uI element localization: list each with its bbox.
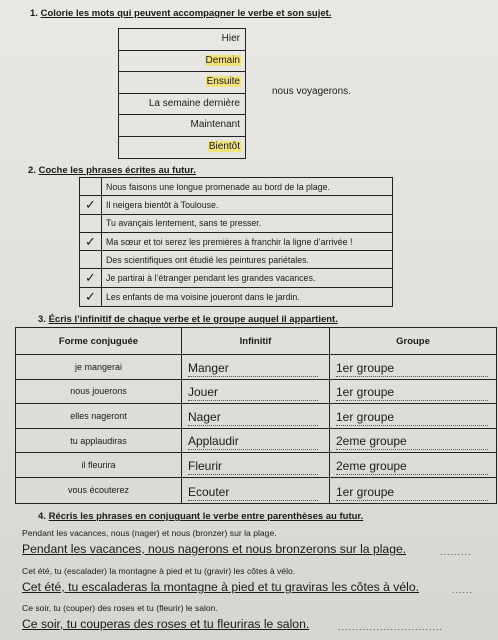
table-row <box>16 355 496 380</box>
checkbox-cell[interactable]: ✓ <box>80 196 102 213</box>
word-row <box>119 51 245 73</box>
sentence-row <box>80 196 392 214</box>
sentence-text: Des scientifiques ont étudié les peintures pariétales. <box>106 254 309 265</box>
checkbox-cell[interactable]: ✓ <box>80 269 102 286</box>
checkbox-cell[interactable]: ✓ <box>80 288 102 306</box>
group-field[interactable]: 1er groupe <box>330 404 496 428</box>
group-field[interactable]: 1er groupe <box>330 355 496 379</box>
table-row <box>16 478 496 503</box>
word-list-box <box>118 28 246 159</box>
exercise-4-prompt: Cet été, tu (escalader) la montagne à pied et tu (gravir) les côtes à vélo. <box>22 566 296 576</box>
exercise-4-prompt: Ce soir, tu (couper) des roses et tu (fleurir) le salon. <box>22 603 218 613</box>
checkbox-cell[interactable] <box>80 215 102 232</box>
sentence-row <box>80 233 392 251</box>
word-hier: Hier <box>221 33 240 44</box>
header-forme-conjuguee: Forme conjuguée <box>16 328 182 354</box>
sentence-row <box>80 269 392 287</box>
table-header <box>16 328 496 355</box>
infinitive-table <box>15 327 497 504</box>
sentence-row <box>80 215 392 233</box>
word-row <box>119 29 245 51</box>
exercise-3-instruction: Écris l’infinitif de chaque verbe et le groupe auquel il appartient. <box>48 314 338 325</box>
exercise-1-title <box>30 8 331 19</box>
word-row <box>119 72 245 94</box>
word-maintenant: Maintenant <box>190 119 240 130</box>
exercise-1-instruction: Colorie les mots qui peuvent accompagner le verbe et son sujet. <box>40 8 332 19</box>
sentence-row <box>80 178 392 196</box>
answer-dotted-line: .............................. <box>338 622 444 632</box>
word-row <box>119 115 245 137</box>
exercise-2-instruction: Coche les phrases écrites au futur. <box>38 165 196 176</box>
exercise-4-answer[interactable]: Cet été, tu escaladeras la montagne à pied et tu graviras les côtes à vélo. <box>22 580 419 594</box>
infinitive-field[interactable]: Manger <box>182 355 330 379</box>
answer-dotted-line: ......... <box>440 547 472 557</box>
sentence-text: Il neigera bientôt à Toulouse. <box>106 199 219 210</box>
exercise-1-number: 1. <box>30 8 38 19</box>
word-bientot: Bientôt <box>208 140 240 152</box>
conjugated-form: tu applaudiras <box>16 429 182 453</box>
exercise-4-number: 4. <box>38 511 46 522</box>
group-field[interactable]: 1er groupe <box>330 380 496 404</box>
word-ensuite: Ensuite <box>206 76 240 87</box>
word-demain: Demain <box>205 54 240 66</box>
exercise-4-instruction: Récris les phrases en conjuguant le verbe entre parenthèses au futur. <box>48 511 364 522</box>
table-row <box>16 380 496 405</box>
conjugated-form: nous jouerons <box>16 380 182 404</box>
conjugated-form: vous écouterez <box>16 478 182 503</box>
table-row <box>16 429 496 454</box>
checkbox-cell[interactable] <box>80 178 102 195</box>
infinitive-field[interactable]: Jouer <box>182 380 330 404</box>
checkbox-cell[interactable] <box>80 251 102 268</box>
infinitive-field[interactable]: Ecouter <box>182 478 330 503</box>
infinitive-field[interactable]: Nager <box>182 404 330 428</box>
sentence-row <box>80 251 392 269</box>
conjugated-form: je mangerai <box>16 355 182 379</box>
table-row <box>16 453 496 478</box>
group-field[interactable]: 2eme groupe <box>330 429 496 453</box>
exercise-2-number: 2. <box>28 165 36 176</box>
checkbox-cell[interactable]: ✓ <box>80 233 102 250</box>
word-la-semaine-derniere: La semaine dernière <box>148 97 240 109</box>
exercise-4-prompt: Pendant les vacances, nous (nager) et nous (bronzer) sur la plage. <box>22 528 277 538</box>
exercise-4-answer[interactable]: Pendant les vacances, nous nagerons et nous bronzerons sur la plage. <box>22 542 407 556</box>
exercise-3-number: 3. <box>38 314 46 325</box>
future-sentences-table <box>79 177 393 307</box>
infinitive-field[interactable]: Applaudir <box>182 429 330 453</box>
sentence-text: Ma sœur et toi serez les premières à franchir la ligne d’arrivée ! <box>106 236 353 247</box>
exercise-4-title <box>38 511 363 522</box>
infinitive-field[interactable]: Fleurir <box>182 453 330 477</box>
sentence-text: Les enfants de ma voisine joueront dans le jardin. <box>106 291 300 302</box>
conjugated-form: il fleurira <box>16 453 182 477</box>
exercise-2-title <box>28 165 196 176</box>
word-row <box>119 94 245 116</box>
sentence-text: Tu avançais lentement, sans te presser. <box>106 218 262 229</box>
conjugated-form: elles nageront <box>16 404 182 428</box>
group-field[interactable]: 2eme groupe <box>330 453 496 477</box>
exercise-1-sentence: nous voyagerons. <box>272 86 351 97</box>
header-infinitif: Infinitif <box>182 328 330 354</box>
answer-dotted-line: ...... <box>452 585 474 595</box>
header-groupe: Groupe <box>396 335 430 347</box>
sentence-text: Nous faisons une longue promenade au bord de la plage. <box>106 181 330 192</box>
group-field[interactable]: 1er groupe <box>330 478 496 503</box>
sentence-row <box>80 288 392 306</box>
exercise-4-answer[interactable]: Ce soir, tu couperas des roses et tu fleuriras le salon. <box>22 617 310 631</box>
exercise-3-title <box>38 314 338 325</box>
table-row <box>16 404 496 429</box>
word-row <box>119 137 245 159</box>
sentence-text: Je partirai à l’étranger pendant les grandes vacances. <box>106 273 316 284</box>
